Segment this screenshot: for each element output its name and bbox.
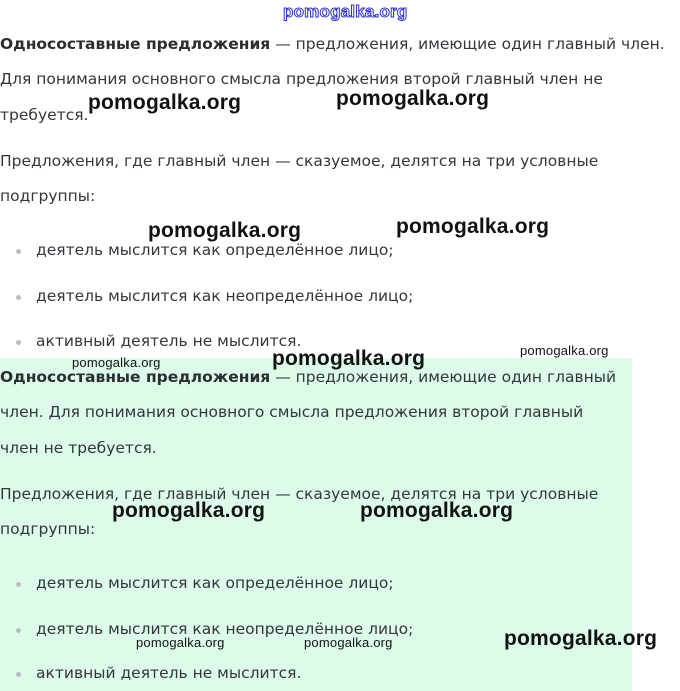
- watermark: pomogalka.org: [88, 91, 242, 114]
- list-item-text: активный деятель не мыслится.: [36, 664, 302, 682]
- list-item-text: деятель мыслится как неопределённое лицо;: [36, 287, 414, 305]
- definition-line-2: Для понимания основного смысла предложения второй главный член не: [0, 70, 603, 88]
- subgroups-intro-line-1: Предложения, где главный член — сказуемое, делятся на три условные: [0, 152, 599, 170]
- definition-line-3: член не требуется.: [0, 439, 157, 457]
- watermark: pomogalka.org: [72, 355, 161, 370]
- definition-line-3: требуется.: [0, 106, 89, 124]
- definition-term: Односоставные предложения: [0, 35, 271, 53]
- definition-rest: — предложения, имеющие один главный: [270, 368, 617, 386]
- bullet-icon: [16, 672, 21, 677]
- watermark: pomogalka.org: [272, 347, 426, 370]
- watermark: pomogalka.org: [360, 499, 514, 522]
- watermark: pomogalka.org: [504, 627, 658, 650]
- bullet-icon: [16, 340, 21, 345]
- watermark: pomogalka.org: [304, 635, 393, 650]
- bullet-icon: [16, 295, 21, 300]
- watermark: pomogalka.org: [112, 499, 266, 522]
- list-item-text: деятель мыслится как определённое лицо;: [36, 574, 394, 592]
- definition-line-2: член. Для понимания основного смысла предложения второй главный: [0, 403, 584, 421]
- watermark: pomogalka.org: [136, 635, 225, 650]
- watermark: pomogalka.org: [520, 343, 609, 358]
- subgroups-intro-line-1: Предложения, где главный член — сказуемое, делятся на три условные: [0, 485, 599, 503]
- definition-term: Односоставные предложения: [0, 368, 271, 386]
- definition-rest: — предложения, имеющие один главный член.: [270, 35, 665, 53]
- definition-line-1: [0, 34, 665, 54]
- subgroups-intro-line-2: подгруппы:: [0, 187, 96, 205]
- bullet-icon: [16, 628, 21, 633]
- list-item-text: деятель мыслится как определённое лицо;: [36, 241, 394, 259]
- bullet-icon: [16, 582, 21, 587]
- watermark: pomogalka.org: [148, 219, 302, 242]
- watermark: pomogalka.org: [336, 87, 490, 110]
- watermark-header: pomogalka.org: [283, 2, 408, 21]
- list-item-text: деятель мыслится как неопределённое лицо;: [36, 620, 414, 638]
- watermark: pomogalka.org: [396, 215, 550, 238]
- bullet-icon: [16, 249, 21, 254]
- list-item-text: активный деятель не мыслится.: [36, 332, 302, 350]
- subgroups-intro-line-2: подгруппы:: [0, 520, 96, 538]
